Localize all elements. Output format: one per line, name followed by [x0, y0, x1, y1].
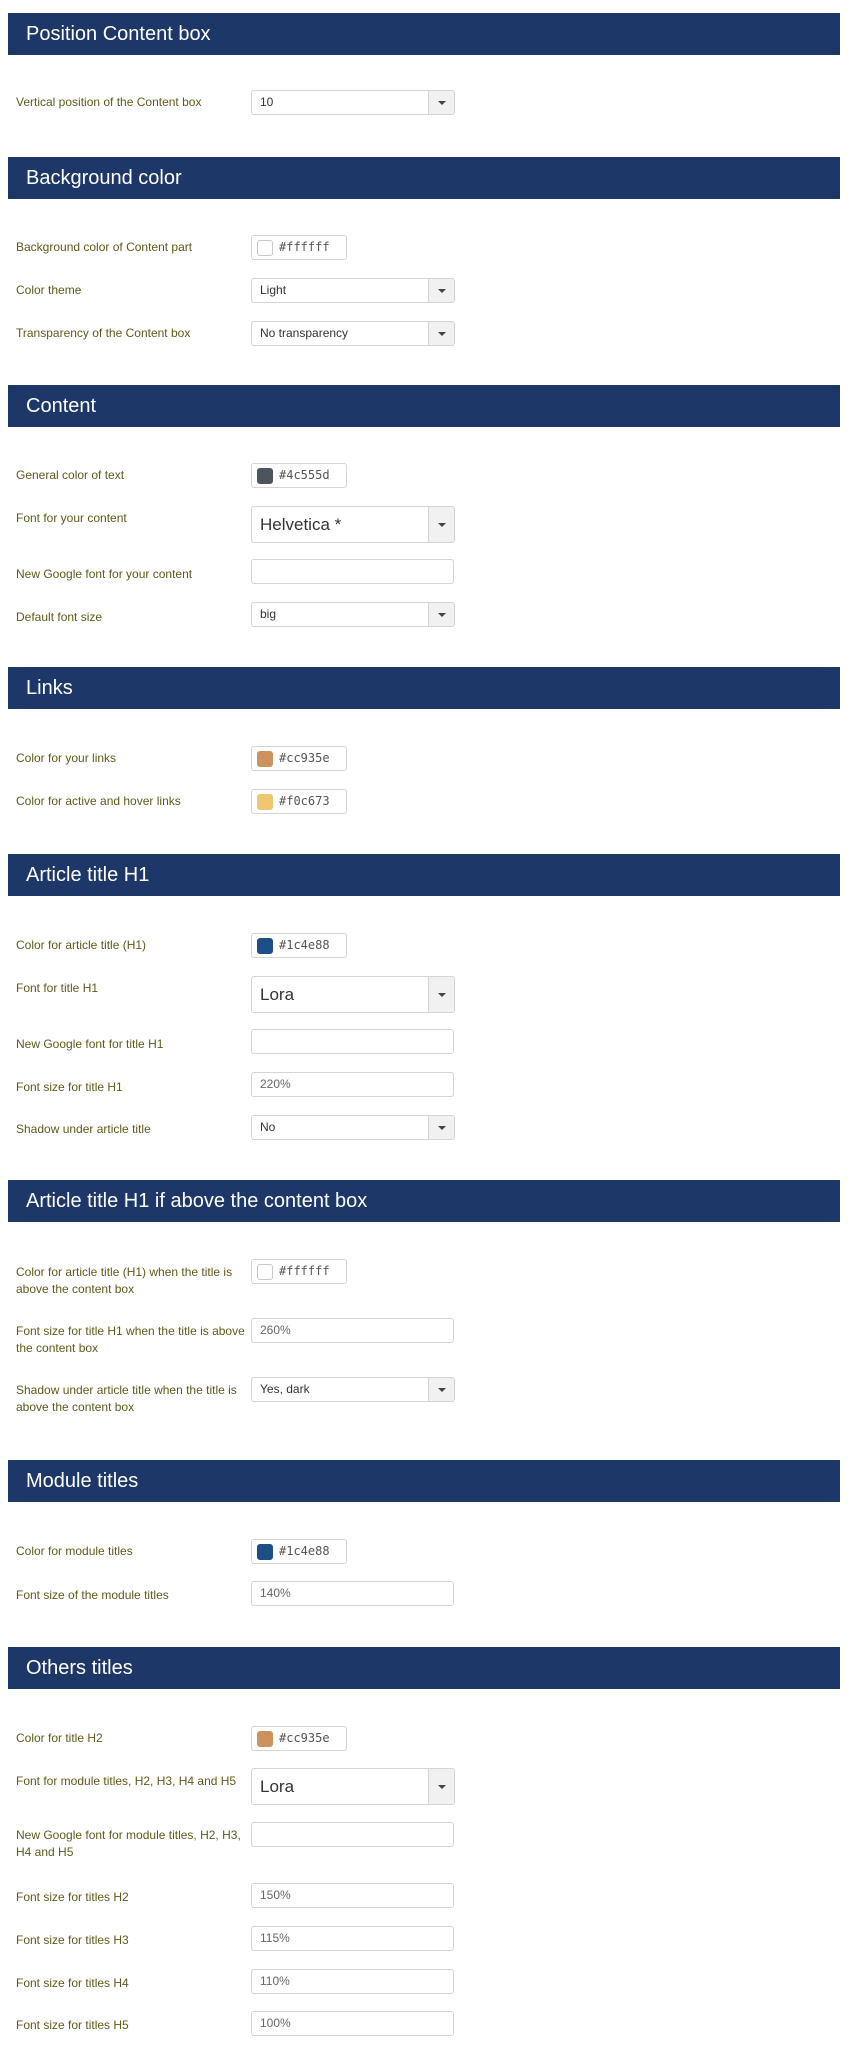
h1-size-input[interactable]: 220% — [251, 1072, 454, 1097]
h2-color-value: #cc935e — [279, 1731, 330, 1745]
h1-google-font-label: New Google font for title H1 — [16, 1037, 164, 1051]
dropdown-toggle[interactable] — [428, 603, 454, 626]
section-header-content: Content — [8, 385, 840, 427]
h2-size-label: Font size for titles H2 — [16, 1890, 129, 1904]
caret-down-icon — [438, 332, 446, 336]
caret-down-icon — [438, 289, 446, 293]
vertical-position-value: 10 — [260, 95, 274, 109]
vertical-position-label: Vertical position of the Content box — [16, 95, 202, 109]
bg-color-label: Background color of Content part — [16, 240, 193, 254]
module-color-value: #1c4e88 — [279, 1544, 330, 1558]
caret-down-icon — [438, 1126, 446, 1130]
h1-font-select[interactable] — [251, 976, 455, 1013]
link-color-label: Color for your links — [16, 751, 117, 765]
h5-size-input[interactable]: 100% — [251, 2011, 454, 2036]
color-swatch[interactable] — [257, 1544, 273, 1560]
h5-size-label: Font size for titles H5 — [16, 2018, 129, 2032]
h1-above-shadow-value: Yes, dark — [260, 1382, 310, 1396]
text-color-label: General color of text — [16, 468, 125, 482]
h1-shadow-value: No — [260, 1120, 276, 1134]
h1-color-label: Color for article title (H1) — [16, 938, 147, 952]
dropdown-toggle[interactable] — [428, 1378, 454, 1401]
caret-down-icon — [438, 993, 446, 997]
dropdown-toggle[interactable] — [428, 279, 454, 302]
h3-size-label: Font size for titles H3 — [16, 1933, 129, 1947]
dropdown-toggle[interactable] — [428, 322, 454, 345]
module-size-label: Font size of the module titles — [16, 1588, 169, 1602]
others-font-select[interactable] — [251, 1768, 455, 1805]
bg-color-value: #ffffff — [279, 240, 330, 254]
default-font-size-value: big — [260, 607, 277, 621]
color-swatch[interactable] — [257, 1731, 273, 1747]
text-color-value: #4c555d — [279, 468, 330, 482]
color-theme-value: Light — [260, 283, 287, 297]
h1-size-label: Font size for title H1 — [16, 1080, 123, 1094]
vertical-position-select[interactable] — [251, 90, 455, 115]
module-color-picker[interactable] — [251, 1539, 347, 1564]
module-color-label: Color for module titles — [16, 1544, 133, 1558]
h1-above-size-input[interactable]: 260% — [251, 1318, 454, 1343]
color-theme-select[interactable] — [251, 278, 455, 303]
default-font-size-select[interactable] — [251, 602, 455, 627]
caret-down-icon — [438, 613, 446, 617]
section-header-position: Position Content box — [8, 13, 840, 55]
others-google-font-input[interactable] — [251, 1822, 454, 1847]
hover-color-picker[interactable] — [251, 789, 347, 814]
color-swatch[interactable] — [257, 794, 273, 810]
text-color-picker[interactable] — [251, 463, 347, 488]
color-swatch[interactable] — [257, 938, 273, 954]
h2-color-picker[interactable] — [251, 1726, 347, 1751]
dropdown-toggle[interactable] — [428, 1769, 454, 1804]
color-swatch[interactable] — [257, 751, 273, 767]
transparency-label: Transparency of the Content box — [16, 326, 191, 340]
others-font-label: Font for module titles, H2, H3, H4 and H5 — [16, 1774, 237, 1788]
color-swatch[interactable] — [257, 240, 273, 256]
dropdown-toggle[interactable] — [428, 1116, 454, 1139]
caret-down-icon — [438, 101, 446, 105]
caret-down-icon — [438, 1785, 446, 1789]
section-header-background: Background color — [8, 157, 840, 199]
h4-size-label: Font size for titles H4 — [16, 1976, 129, 1990]
content-font-label: Font for your content — [16, 511, 127, 525]
h3-size-input[interactable]: 115% — [251, 1926, 454, 1951]
h1-shadow-label: Shadow under article title — [16, 1122, 151, 1136]
section-header-h1: Article title H1 — [8, 854, 840, 896]
h1-font-label: Font for title H1 — [16, 981, 99, 995]
bg-color-picker[interactable] — [251, 235, 347, 260]
module-size-input[interactable]: 140% — [251, 1581, 454, 1606]
link-color-picker[interactable] — [251, 746, 347, 771]
color-swatch[interactable] — [257, 1264, 273, 1280]
h2-size-input[interactable]: 150% — [251, 1883, 454, 1908]
h1-above-size-label: Font size for title H1 when the title is above the content box — [16, 1324, 245, 1355]
h1-above-color-label: Color for article title (H1) when the title is above the content box — [16, 1265, 233, 1296]
hover-color-label: Color for active and hover links — [16, 794, 181, 808]
section-header-links: Links — [8, 667, 840, 709]
content-google-font-input[interactable] — [251, 559, 454, 584]
content-font-select[interactable] — [251, 506, 455, 543]
section-header-h1-above: Article title H1 if above the content box — [8, 1180, 840, 1222]
h2-color-label: Color for title H2 — [16, 1731, 103, 1745]
h1-font-value: Lora — [260, 985, 295, 1004]
color-theme-label: Color theme — [16, 283, 82, 297]
h1-google-font-input[interactable] — [251, 1029, 454, 1054]
section-header-module: Module titles — [8, 1460, 840, 1502]
default-font-size-label: Default font size — [16, 610, 103, 624]
h1-above-color-picker[interactable] — [251, 1259, 347, 1284]
h1-above-color-value: #ffffff — [279, 1264, 330, 1278]
link-color-value: #cc935e — [279, 751, 330, 765]
dropdown-toggle[interactable] — [428, 507, 454, 542]
h1-color-picker[interactable] — [251, 933, 347, 958]
hover-color-value: #f0c673 — [279, 794, 330, 808]
transparency-select[interactable] — [251, 321, 455, 346]
caret-down-icon — [438, 1388, 446, 1392]
h1-above-shadow-select[interactable] — [251, 1377, 455, 1402]
h1-shadow-select[interactable] — [251, 1115, 455, 1140]
h4-size-input[interactable]: 110% — [251, 1969, 454, 1994]
caret-down-icon — [438, 523, 446, 527]
content-google-font-label: New Google font for your content — [16, 567, 193, 581]
content-font-value: Helvetica * — [260, 515, 342, 534]
dropdown-toggle[interactable] — [428, 977, 454, 1012]
transparency-value: No transparency — [260, 326, 349, 340]
h1-color-value: #1c4e88 — [279, 938, 330, 952]
color-swatch[interactable] — [257, 468, 273, 484]
h1-above-shadow-label: Shadow under article title when the title is above the content box — [16, 1383, 237, 1414]
dropdown-toggle[interactable] — [428, 91, 454, 114]
others-font-value: Lora — [260, 1777, 295, 1796]
section-header-others: Others titles — [8, 1647, 840, 1689]
others-google-font-label: New Google font for module titles, H2, H3, H4 and H5 — [16, 1828, 241, 1859]
